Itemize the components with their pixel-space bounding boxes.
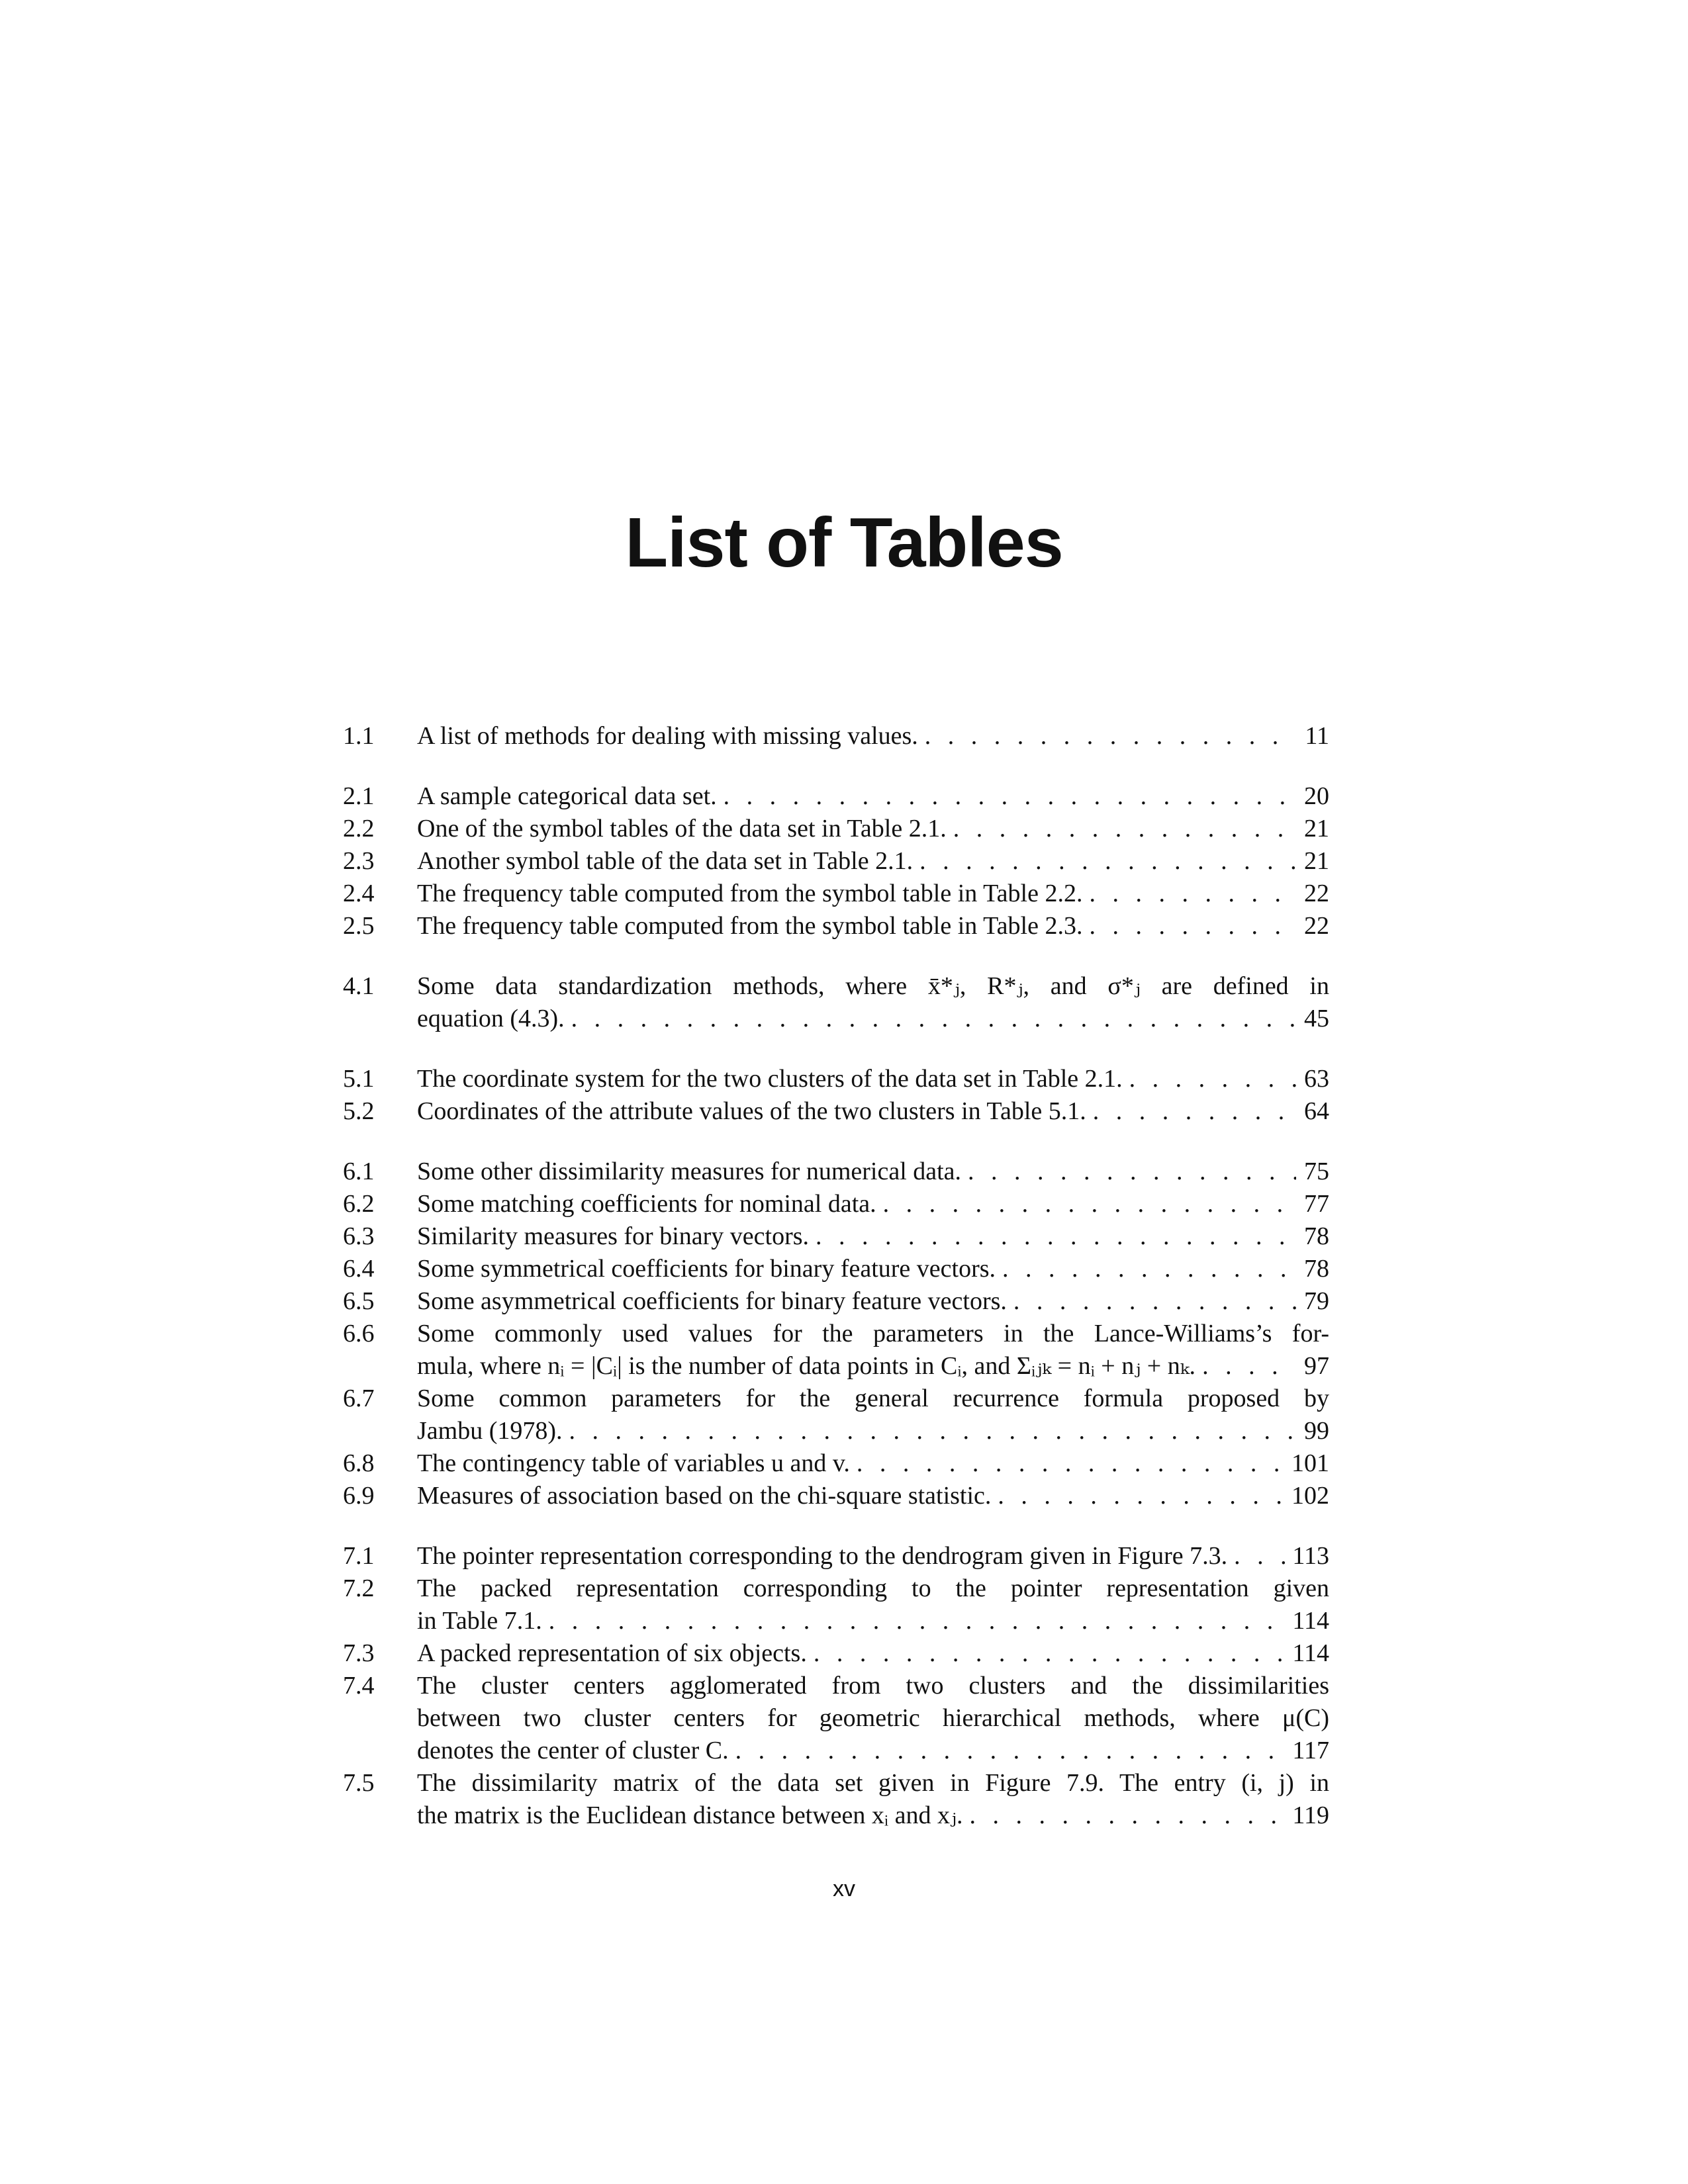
entry-number: 6.2 — [343, 1190, 375, 1218]
caption-line: A sample categorical data set. — [417, 782, 717, 810]
caption-line: Some symmetrical coefficients for binary feature vectors. — [417, 1255, 996, 1283]
entry-page-number: 113 — [1292, 1542, 1329, 1570]
entry-caption — [417, 1095, 1329, 1128]
entry-number: 2.1 — [343, 782, 375, 810]
entry-group — [343, 1156, 1329, 1512]
entry-page-number: 78 — [1304, 1255, 1329, 1283]
entry-caption — [417, 1318, 1329, 1383]
entry-caption — [417, 878, 1329, 910]
entry-page-number: 119 — [1292, 1801, 1329, 1829]
dot-leader — [1234, 1540, 1286, 1572]
entry-page-number: 77 — [1304, 1190, 1329, 1218]
dot-leader — [1129, 1063, 1296, 1095]
dot-leader — [953, 813, 1296, 845]
entry-number: 1.1 — [343, 722, 375, 750]
caption-line: A packed representation of six objects. — [417, 1639, 807, 1667]
entry-number: 6.6 — [343, 1320, 375, 1347]
entry-number: 6.5 — [343, 1287, 375, 1315]
table-entry[interactable] — [343, 1572, 1329, 1637]
entry-caption — [417, 910, 1329, 942]
caption-line: A list of methods for dealing with missing values. — [417, 722, 918, 750]
dot-leader — [814, 1637, 1286, 1670]
entry-page-number: 64 — [1304, 1097, 1329, 1125]
table-entry[interactable] — [343, 1095, 1329, 1128]
entry-number: 6.9 — [343, 1482, 375, 1510]
entry-caption — [417, 813, 1329, 845]
entry-page-number: 22 — [1304, 880, 1329, 907]
entry-caption — [417, 1670, 1329, 1767]
table-entry[interactable] — [343, 1063, 1329, 1095]
dot-leader — [919, 845, 1296, 878]
table-entry[interactable] — [343, 910, 1329, 942]
entry-number: 7.4 — [343, 1672, 375, 1700]
caption-line: Some common parameters for the general recurrence formula proposed by — [417, 1385, 1329, 1412]
entry-caption — [417, 1063, 1329, 1095]
dot-leader — [569, 1415, 1296, 1447]
table-entry[interactable] — [343, 1480, 1329, 1512]
caption-line: Another symbol table of the data set in Table 2.1. — [417, 847, 914, 875]
caption-line: in Table 7.1. — [417, 1607, 542, 1635]
table-entry[interactable] — [343, 845, 1329, 878]
caption-line: The frequency table computed from the symbol table in Table 2.2. — [417, 880, 1083, 907]
entry-caption — [417, 1220, 1329, 1253]
entry-group — [343, 970, 1329, 1035]
entry-caption — [417, 1383, 1329, 1447]
entry-number: 7.3 — [343, 1639, 375, 1667]
entry-caption — [417, 1572, 1329, 1637]
entry-group — [343, 1063, 1329, 1128]
list-of-tables — [343, 720, 1329, 1860]
entry-page-number: 21 — [1304, 815, 1329, 842]
caption-line: The cluster centers agglomerated from two clusters and the dissimilarities — [417, 1672, 1329, 1700]
dot-leader — [968, 1156, 1296, 1188]
dot-leader — [549, 1605, 1286, 1637]
entry-number: 2.3 — [343, 847, 375, 875]
entry-group — [343, 1540, 1329, 1832]
entry-number: 5.2 — [343, 1097, 375, 1125]
page-number: xv — [833, 1876, 855, 1901]
dot-leader — [998, 1480, 1285, 1512]
entry-page-number: 101 — [1291, 1449, 1329, 1477]
entry-page-number: 79 — [1304, 1287, 1329, 1315]
entry-caption — [417, 1480, 1329, 1512]
table-entry[interactable] — [343, 878, 1329, 910]
entry-page-number: 78 — [1304, 1222, 1329, 1250]
table-entry[interactable] — [343, 1637, 1329, 1670]
table-entry[interactable] — [343, 1318, 1329, 1383]
dot-leader — [735, 1735, 1286, 1767]
entry-number: 5.1 — [343, 1065, 375, 1093]
caption-line: equation (4.3). — [417, 1005, 565, 1032]
entry-caption — [417, 1253, 1329, 1285]
entry-caption — [417, 1285, 1329, 1318]
table-entry[interactable] — [343, 780, 1329, 813]
caption-line: Jambu (1978). — [417, 1417, 563, 1445]
caption-line: The coordinate system for the two clusters of the data set in Table 2.1. — [417, 1065, 1123, 1093]
entry-number: 2.5 — [343, 912, 375, 940]
table-entry[interactable] — [343, 1253, 1329, 1285]
entry-caption — [417, 845, 1329, 878]
entry-caption — [417, 1540, 1329, 1572]
entry-caption — [417, 780, 1329, 813]
entry-page-number: 97 — [1304, 1352, 1329, 1380]
dot-leader — [571, 1003, 1296, 1035]
caption-line: Some commonly used values for the parameters in the Lance-Williams’s for- — [417, 1320, 1329, 1347]
entry-group — [343, 780, 1329, 942]
table-entry[interactable] — [343, 1220, 1329, 1253]
entry-number: 4.1 — [343, 972, 375, 1000]
entry-caption — [417, 1188, 1329, 1220]
page-title: List of Tables — [625, 504, 1063, 582]
caption-line: Coordinates of the attribute values of the two clusters in Table 5.1. — [417, 1097, 1086, 1125]
entry-page-number: 22 — [1304, 912, 1329, 940]
dot-leader — [1202, 1350, 1296, 1383]
entry-caption — [417, 720, 1329, 752]
entry-caption — [417, 1637, 1329, 1670]
entry-page-number: 114 — [1292, 1607, 1329, 1635]
table-entry[interactable] — [343, 1447, 1329, 1480]
table-entry[interactable] — [343, 1156, 1329, 1188]
dot-leader — [883, 1188, 1296, 1220]
table-entry[interactable] — [343, 1767, 1329, 1832]
caption-line: Some asymmetrical coefficients for binary feature vectors. — [417, 1287, 1007, 1315]
dot-leader — [816, 1220, 1296, 1253]
dot-leader — [1002, 1253, 1296, 1285]
dot-leader — [1089, 878, 1296, 910]
caption-line: Similarity measures for binary vectors. — [417, 1222, 810, 1250]
caption-line: The frequency table computed from the symbol table in Table 2.3. — [417, 912, 1083, 940]
dot-leader — [925, 720, 1296, 752]
caption-line: The dissimilarity matrix of the data set given in Figure 7.9. The entry (i, j) in — [417, 1769, 1329, 1797]
entry-page-number: 75 — [1304, 1158, 1329, 1185]
entry-number: 7.1 — [343, 1542, 375, 1570]
entry-number: 2.4 — [343, 880, 375, 907]
table-entry[interactable] — [343, 1540, 1329, 1572]
caption-line: mula, where nᵢ = |Cᵢ| is the number of data points in Cᵢ, and Σᵢⱼₖ = nᵢ + nⱼ + nₖ. — [417, 1352, 1196, 1380]
entry-group — [343, 720, 1329, 752]
entry-number: 7.2 — [343, 1574, 375, 1602]
entry-page-number: 20 — [1304, 782, 1329, 810]
dot-leader — [724, 780, 1296, 813]
entry-number: 2.2 — [343, 815, 375, 842]
entry-page-number: 117 — [1292, 1737, 1329, 1764]
caption-line: the matrix is the Euclidean distance between xᵢ and xⱼ. — [417, 1801, 963, 1829]
entry-caption — [417, 1156, 1329, 1188]
entry-page-number: 21 — [1304, 847, 1329, 875]
entry-page-number: 114 — [1292, 1639, 1329, 1667]
caption-line: Some matching coefficients for nominal data. — [417, 1190, 876, 1218]
dot-leader — [1089, 910, 1296, 942]
dot-leader — [1093, 1095, 1296, 1128]
entry-page-number: 11 — [1305, 722, 1329, 750]
caption-line: The contingency table of variables u and v. — [417, 1449, 850, 1477]
caption-line: Some other dissimilarity measures for numerical data. — [417, 1158, 962, 1185]
table-entry[interactable] — [343, 1383, 1329, 1447]
caption-line: Some data standardization methods, where x̄*ⱼ, R*ⱼ, and σ*ⱼ are defined in — [417, 972, 1329, 1000]
entry-number: 7.5 — [343, 1769, 375, 1797]
caption-line: The packed representation corresponding to the pointer representation given — [417, 1574, 1329, 1602]
dot-leader — [857, 1447, 1285, 1480]
table-entry[interactable] — [343, 813, 1329, 845]
caption-line: One of the symbol tables of the data set in Table 2.1. — [417, 815, 947, 842]
entry-number: 6.8 — [343, 1449, 375, 1477]
entry-number: 6.3 — [343, 1222, 375, 1250]
entry-page-number: 45 — [1304, 1005, 1329, 1032]
entry-caption — [417, 1447, 1329, 1480]
entry-number: 6.1 — [343, 1158, 375, 1185]
caption-line: The pointer representation corresponding to the dendrogram given in Figure 7.3. — [417, 1542, 1228, 1570]
table-entry[interactable] — [343, 1188, 1329, 1220]
table-entry[interactable] — [343, 720, 1329, 752]
caption-line: Measures of association based on the chi-square statistic. — [417, 1482, 992, 1510]
dot-leader — [1013, 1285, 1296, 1318]
entry-number: 6.7 — [343, 1385, 375, 1412]
caption-line: between two cluster centers for geometric hierarchical methods, where μ(C) — [417, 1704, 1329, 1732]
table-entry[interactable] — [343, 1285, 1329, 1318]
table-entry[interactable] — [343, 1670, 1329, 1767]
entry-number: 6.4 — [343, 1255, 375, 1283]
caption-line: denotes the center of cluster C. — [417, 1737, 729, 1764]
entry-caption — [417, 1767, 1329, 1832]
dot-leader — [970, 1799, 1286, 1832]
entry-page-number: 102 — [1291, 1482, 1329, 1510]
table-entry[interactable] — [343, 970, 1329, 1035]
entry-caption — [417, 970, 1329, 1035]
entry-page-number: 63 — [1304, 1065, 1329, 1093]
entry-page-number: 99 — [1304, 1417, 1329, 1445]
